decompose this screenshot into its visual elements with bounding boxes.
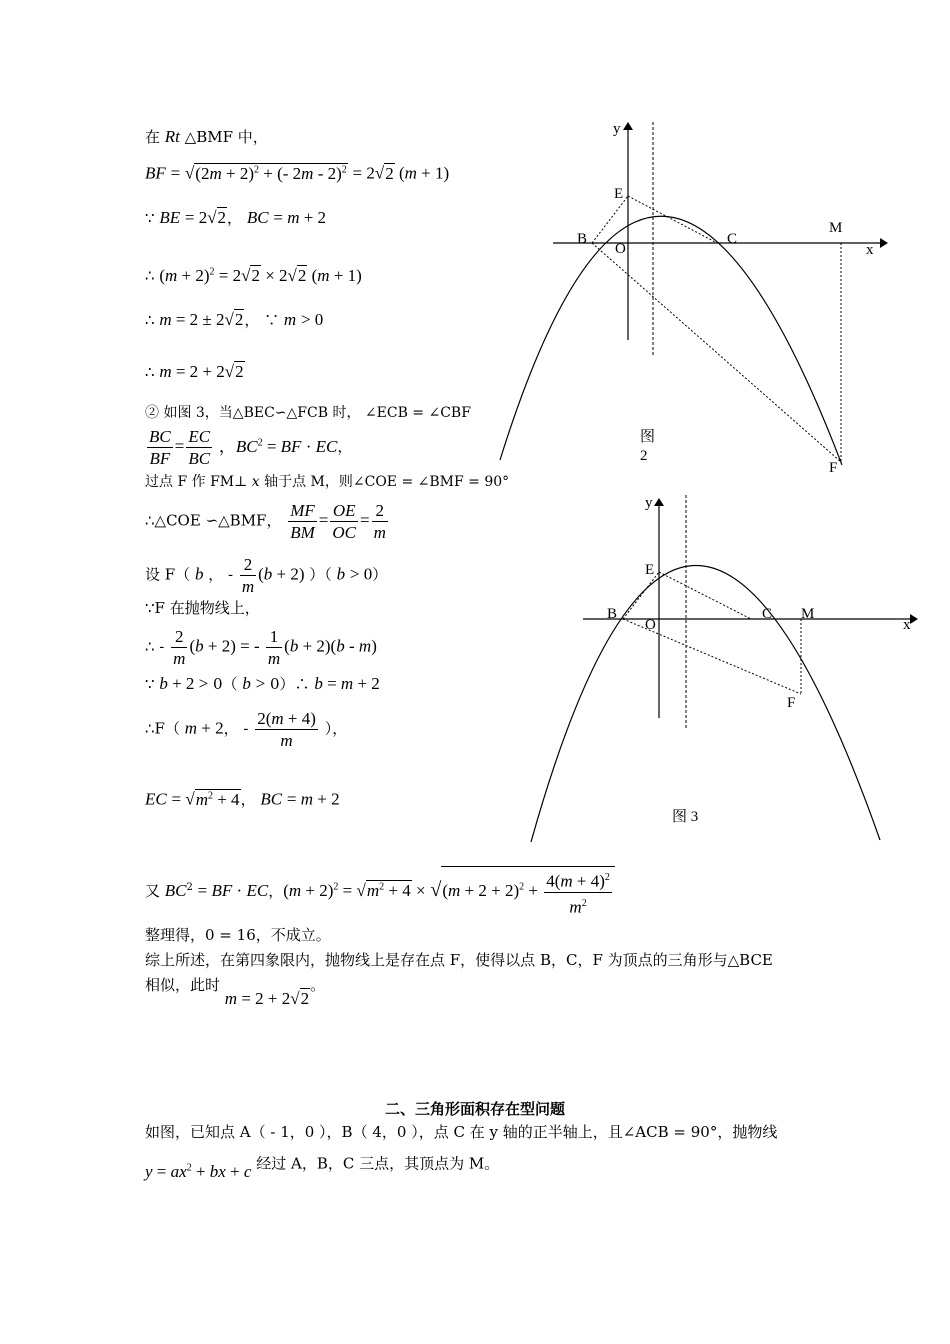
line-therefore-m-pm: ∴ m = 2 ± 2√2， ∵ m > 0 (145, 310, 324, 329)
figure-3 (525, 490, 925, 850)
line-rt-bmf: 在 Rt △BMF 中， (145, 127, 268, 146)
fig2-caption-a: 图 (640, 429, 656, 445)
fig3-label-x: x (903, 617, 911, 633)
line-summary-1: 综上所述，在第四象限内，抛物线上是存在点 F，使得以点 B，C，F 为顶点的三角形与△BCE (145, 951, 773, 969)
fig3-label-M: M (801, 606, 815, 622)
line-f-coords: ∴F（ m + 2， - $\frac{2(m + 4)}{m}$ ）， (145, 709, 348, 750)
line-bf-formula: BF = $√(2m + 2)^2$ + (- 2m - 2)$^2$ = 2√2 (m + 1) (145, 163, 450, 183)
line-similar: ∴△COE ∽△BMF， $\frac{MF}{BM}$ = $\frac{OE}{OC}$ = $\frac{2}{m}$ (145, 501, 386, 542)
fig2-label-E: E (614, 186, 624, 202)
line-equation: ∴ - $\frac{2}{m}$ (b + 2) = - $\frac{1}{m}$ (b + 2)(b - m) (145, 627, 377, 668)
line-set-f: 设 F（ b ， - $\frac{2}{m}$ (b + 2) ）（ b > 0） (145, 555, 388, 596)
line-ec: EC = $√m^2 + 4$， BC = m + 2 (145, 789, 340, 809)
line-because-be: ∵ BE = 2√2， BC = m + 2 (145, 208, 327, 227)
fig2-label-C: C (727, 231, 738, 247)
line-therefore-square: ∴ $(m + 2)^2 = 2√2 \times 2√2$ (m + 1) (145, 265, 362, 285)
fig3-label-y: y (645, 495, 653, 511)
fig3-label-E: E (645, 562, 655, 578)
line-bc-square: 又 $BC^2$ = BF · EC，$(m + 2)^2 = √m^2 + 4 \times √(m + 2 + 2)^2$ + $\frac{4(m + 4)^2}{m^2}$ (145, 866, 615, 917)
fig2-label-F: F (829, 460, 838, 476)
fig2-label-O: O (615, 241, 626, 257)
line-b-value: ∵ b + 2 > 0（ b > 0）∴ b = m + 2 (145, 674, 380, 693)
fig3-caption: 图 3 (672, 809, 699, 825)
line-perpendicular: 过点 F 作 FM⊥ x 轴于点 M，则∠COE = ∠BMF = 90° (145, 474, 510, 490)
line-on-parabola: ∵F 在抛物线上， (145, 599, 260, 617)
line-summary-2: 相似，此时 m = 2 + 2√2。 (145, 976, 326, 1008)
fig2-label-y: y (613, 121, 621, 137)
line-therefore-m: ∴ m = 2 + 2√2 (145, 362, 244, 381)
fig2-label-M: M (829, 220, 843, 236)
figure-2 (495, 110, 895, 490)
problem-line-2: $y = ax^2$ + bx + c 经过 A，B，C 三点，其顶点为 M。 (145, 1154, 500, 1181)
fig2-label-B: B (577, 231, 588, 247)
section-title: 二、三角形面积存在型问题 (384, 1100, 565, 1118)
fig2-label-x: x (866, 242, 874, 258)
fig3-label-F: F (787, 695, 796, 711)
line-case-2: ② 如图 3，当△BEC∽△FCB 时， ∠ECB = ∠CBF (145, 405, 471, 421)
fig2-caption-b: 2 (640, 448, 648, 464)
fig3-label-B: B (607, 606, 618, 622)
fig3-label-O: O (645, 617, 656, 633)
line-sorted: 整理得，0 = 16，不成立。 (145, 926, 331, 944)
fig3-label-C: C (762, 606, 773, 622)
line-ratio: $\frac{BC}{BF}$ = $\frac{EC}{BC}$ ，$BC^2$ = BF · EC， (149, 427, 353, 468)
problem-line-1: 如图，已知点 A（ - 1，0 ），B（ 4，0 ），点 C 在 y 轴的正半轴上，且∠ACB = 90°，抛物线 (145, 1123, 778, 1141)
